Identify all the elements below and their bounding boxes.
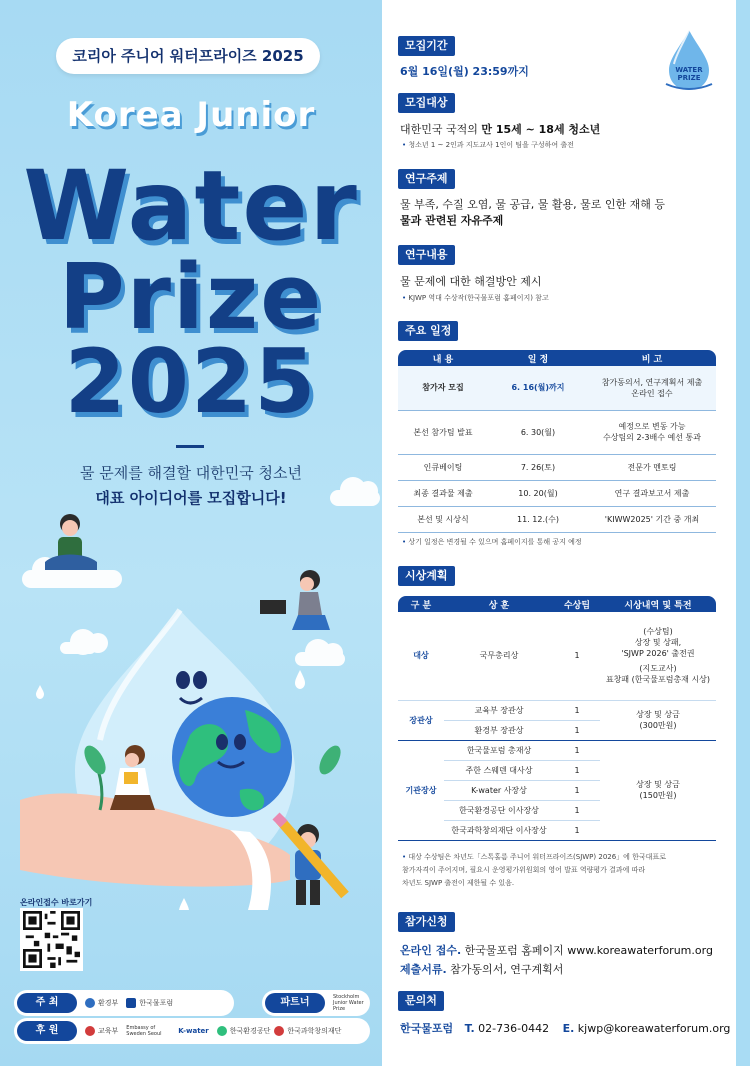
awards-benefit: (수상팀) 상장 및 상패, 'SJWP 2026' 출전권 (지도교사) 표창패 (한국물포럼총재 시상) (600, 612, 716, 700)
support-bar (14, 1018, 370, 1044)
schedule-header: 일 정 (488, 350, 588, 366)
host-logo-moe: 환경부 (85, 998, 118, 1008)
support-logo-kwater: K-water (178, 1027, 209, 1035)
table-row (398, 454, 716, 480)
awards-teams: 1 (554, 820, 600, 840)
qr-label: 온라인접수 바로가기 (20, 898, 93, 907)
table-row (398, 480, 716, 506)
poster-water: Water (23, 150, 359, 262)
target-note: • 청소년 1 ~ 2인과 지도교사 1인이 팀을 구성하여 출전 (402, 140, 574, 150)
partner-logo-sjwp: Stockholm Junior Water Prize (333, 994, 364, 1012)
awards-table (398, 596, 716, 841)
host-bar (14, 990, 234, 1016)
schedule-item: 본선 참가팀 발표 (398, 410, 488, 454)
support-logo-moe: 교육부 (85, 1026, 118, 1036)
awards-teams: 1 (554, 740, 600, 760)
apply-line1: 온라인 접수. 한국물포럼 홈페이지 www.koreawaterforum.org (400, 944, 713, 957)
awards-header: 수상팀 (554, 596, 600, 612)
awards-category: 기관장상 (398, 740, 444, 840)
topic-tag: 연구주제 (398, 169, 455, 189)
partner-bar (262, 990, 370, 1016)
awards-teams: 1 (554, 612, 600, 700)
awards-note: • 대상 수상팀은 차년도「스톡홀름 주니어 워터프라이즈(SJWP) 2026」에 한국대표로 참가자격이 주어지며, 필요시 운영평가위원회의 영어 발표 역량평가 결과에 따라 차년도 SJWP 출전이 제한될 수 있음. (402, 851, 722, 890)
logo-line2: PRIZE (677, 74, 701, 82)
schedule-date: 11. 12.(수) (488, 506, 588, 532)
awards-title: 주한 스웨덴 대사상 (444, 760, 554, 780)
table-row (398, 506, 716, 532)
table-row (398, 410, 716, 454)
period-tag: 모집기간 (398, 36, 455, 56)
contact-email[interactable]: kjwp@koreawaterforum.org (577, 1022, 731, 1035)
cloud-decoration (330, 490, 380, 506)
qr-code-icon (23, 911, 80, 968)
target-text: 대한민국 국적의 만 15세 ~ 18세 청소년 (400, 123, 601, 136)
schedule-table (398, 350, 716, 533)
awards-teams: 1 (554, 760, 600, 780)
host-tag: 주 최 (17, 993, 77, 1013)
support-logo-embassy: Embassy of Sweden Seoul (126, 1025, 162, 1037)
schedule-date: 6. 30(월) (488, 410, 588, 454)
poster-right-panel (382, 0, 750, 1066)
support-logo-kofac: 한국과학창의재단 (274, 1026, 341, 1036)
content-tag: 연구내용 (398, 245, 455, 265)
schedule-item: 본선 및 시상식 (398, 506, 488, 532)
schedule-note: 'KIWW2025' 기간 중 개최 (588, 506, 716, 532)
schedule-date: 6. 16(월)까지 (488, 366, 588, 410)
support-tag: 후 원 (17, 1021, 77, 1041)
topic-line2: 물과 관련된 자유주제 (400, 214, 504, 227)
awards-header-row (398, 596, 716, 612)
content-text: 물 문제에 대한 해결방안 제시 (400, 275, 542, 288)
contact-line: 한국물포럼 T. 02-736-0442 E. kjwp@koreawaterforum.org (400, 1022, 731, 1035)
support-logo-keco: 한국환경공단 (217, 1026, 271, 1036)
contact-phone[interactable]: 02-736-0442 (478, 1022, 550, 1035)
awards-benefit: 상장 및 상금 (300만원) (600, 700, 716, 740)
contact-org: 한국물포럼 (400, 1022, 454, 1035)
table-row (398, 612, 716, 700)
schedule-item: 참가자 모집 (398, 366, 488, 410)
poster-korea-junior: Korea Junior (66, 95, 316, 135)
awards-header: 구 분 (398, 596, 444, 612)
schedule-header: 내 용 (398, 350, 488, 366)
schedule-note: 연구 결과보고서 제출 (588, 480, 716, 506)
poster-divider (176, 445, 204, 448)
awards-teams: 1 (554, 800, 600, 820)
table-row (398, 366, 716, 410)
awards-title: K-water 사장상 (444, 780, 554, 800)
awards-tag: 시상계획 (398, 566, 455, 586)
awards-benefit: 상장 및 상금 (150만원) (600, 740, 716, 840)
contact-tag: 문의처 (398, 991, 444, 1011)
apply-line2: 제출서류. 참가동의서, 연구계획서 (400, 963, 564, 976)
qr-code[interactable] (20, 908, 83, 971)
content-note: • KJWP 역대 수상작(한국물포럼 홈페이지) 참고 (402, 293, 549, 303)
target-tag: 모집대상 (398, 93, 455, 113)
awards-header: 시상내역 및 특전 (600, 596, 716, 612)
awards-title: 한국과학창의재단 이사장상 (444, 820, 554, 840)
schedule-note-text: • 상기 일정은 변경될 수 있으며 홈페이지를 통해 공지 예정 (402, 537, 582, 547)
awards-teams: 1 (554, 700, 600, 720)
awards-title: 환경부 장관상 (444, 720, 554, 740)
schedule-note: 예정으로 변동 가능 수상팀의 2-3배수 예선 통과 (588, 410, 716, 454)
schedule-date: 10. 20(월) (488, 480, 588, 506)
awards-category: 대상 (398, 612, 444, 700)
apply-tag: 참가신청 (398, 912, 455, 932)
poster-subtitle-1: 물 문제를 해결할 대한민국 청소년 (80, 464, 302, 482)
hero-illustration (0, 510, 382, 910)
schedule-header-row (398, 350, 716, 366)
awards-teams: 1 (554, 780, 600, 800)
schedule-note: 전문가 멘토링 (588, 454, 716, 480)
awards-title: 한국환경공단 이사장상 (444, 800, 554, 820)
schedule-header: 비 고 (588, 350, 716, 366)
schedule-date: 7. 26(토) (488, 454, 588, 480)
water-prize-logo-icon (664, 28, 714, 94)
awards-teams: 1 (554, 720, 600, 740)
schedule-item: 인큐베이팅 (398, 454, 488, 480)
topic-line1: 물 부족, 수질 오염, 물 공급, 물 활용, 물로 인한 재해 등 (400, 198, 665, 211)
table-row (398, 700, 716, 720)
awards-title: 교육부 장관상 (444, 700, 554, 720)
schedule-item: 최종 결과물 제출 (398, 480, 488, 506)
awards-title: 한국물포럼 총재상 (444, 740, 554, 760)
awards-title: 국무총리상 (444, 612, 554, 700)
awards-header: 상 훈 (444, 596, 554, 612)
awards-category: 장관상 (398, 700, 444, 740)
schedule-note: 참가동의서, 연구계획서 제출 온라인 접수 (588, 366, 716, 410)
period-text: 6월 16일(월) 23:59까지 (400, 65, 529, 78)
poster-subtitle-2: 대표 아이디어를 모집합니다! (95, 489, 287, 507)
poster-prize: Prize (58, 245, 324, 350)
poster-pill-title: 코리아 주니어 워터프라이즈 2025 (56, 38, 320, 74)
table-row (398, 740, 716, 760)
partner-tag: 파트너 (265, 993, 325, 1013)
right-edge-strip (736, 0, 750, 1066)
schedule-tag: 주요 일정 (398, 321, 458, 341)
host-logo-kwf: 한국물포럼 (126, 998, 173, 1008)
poster-year: 2025 (64, 330, 318, 433)
logo-line1: WATER (675, 66, 703, 74)
